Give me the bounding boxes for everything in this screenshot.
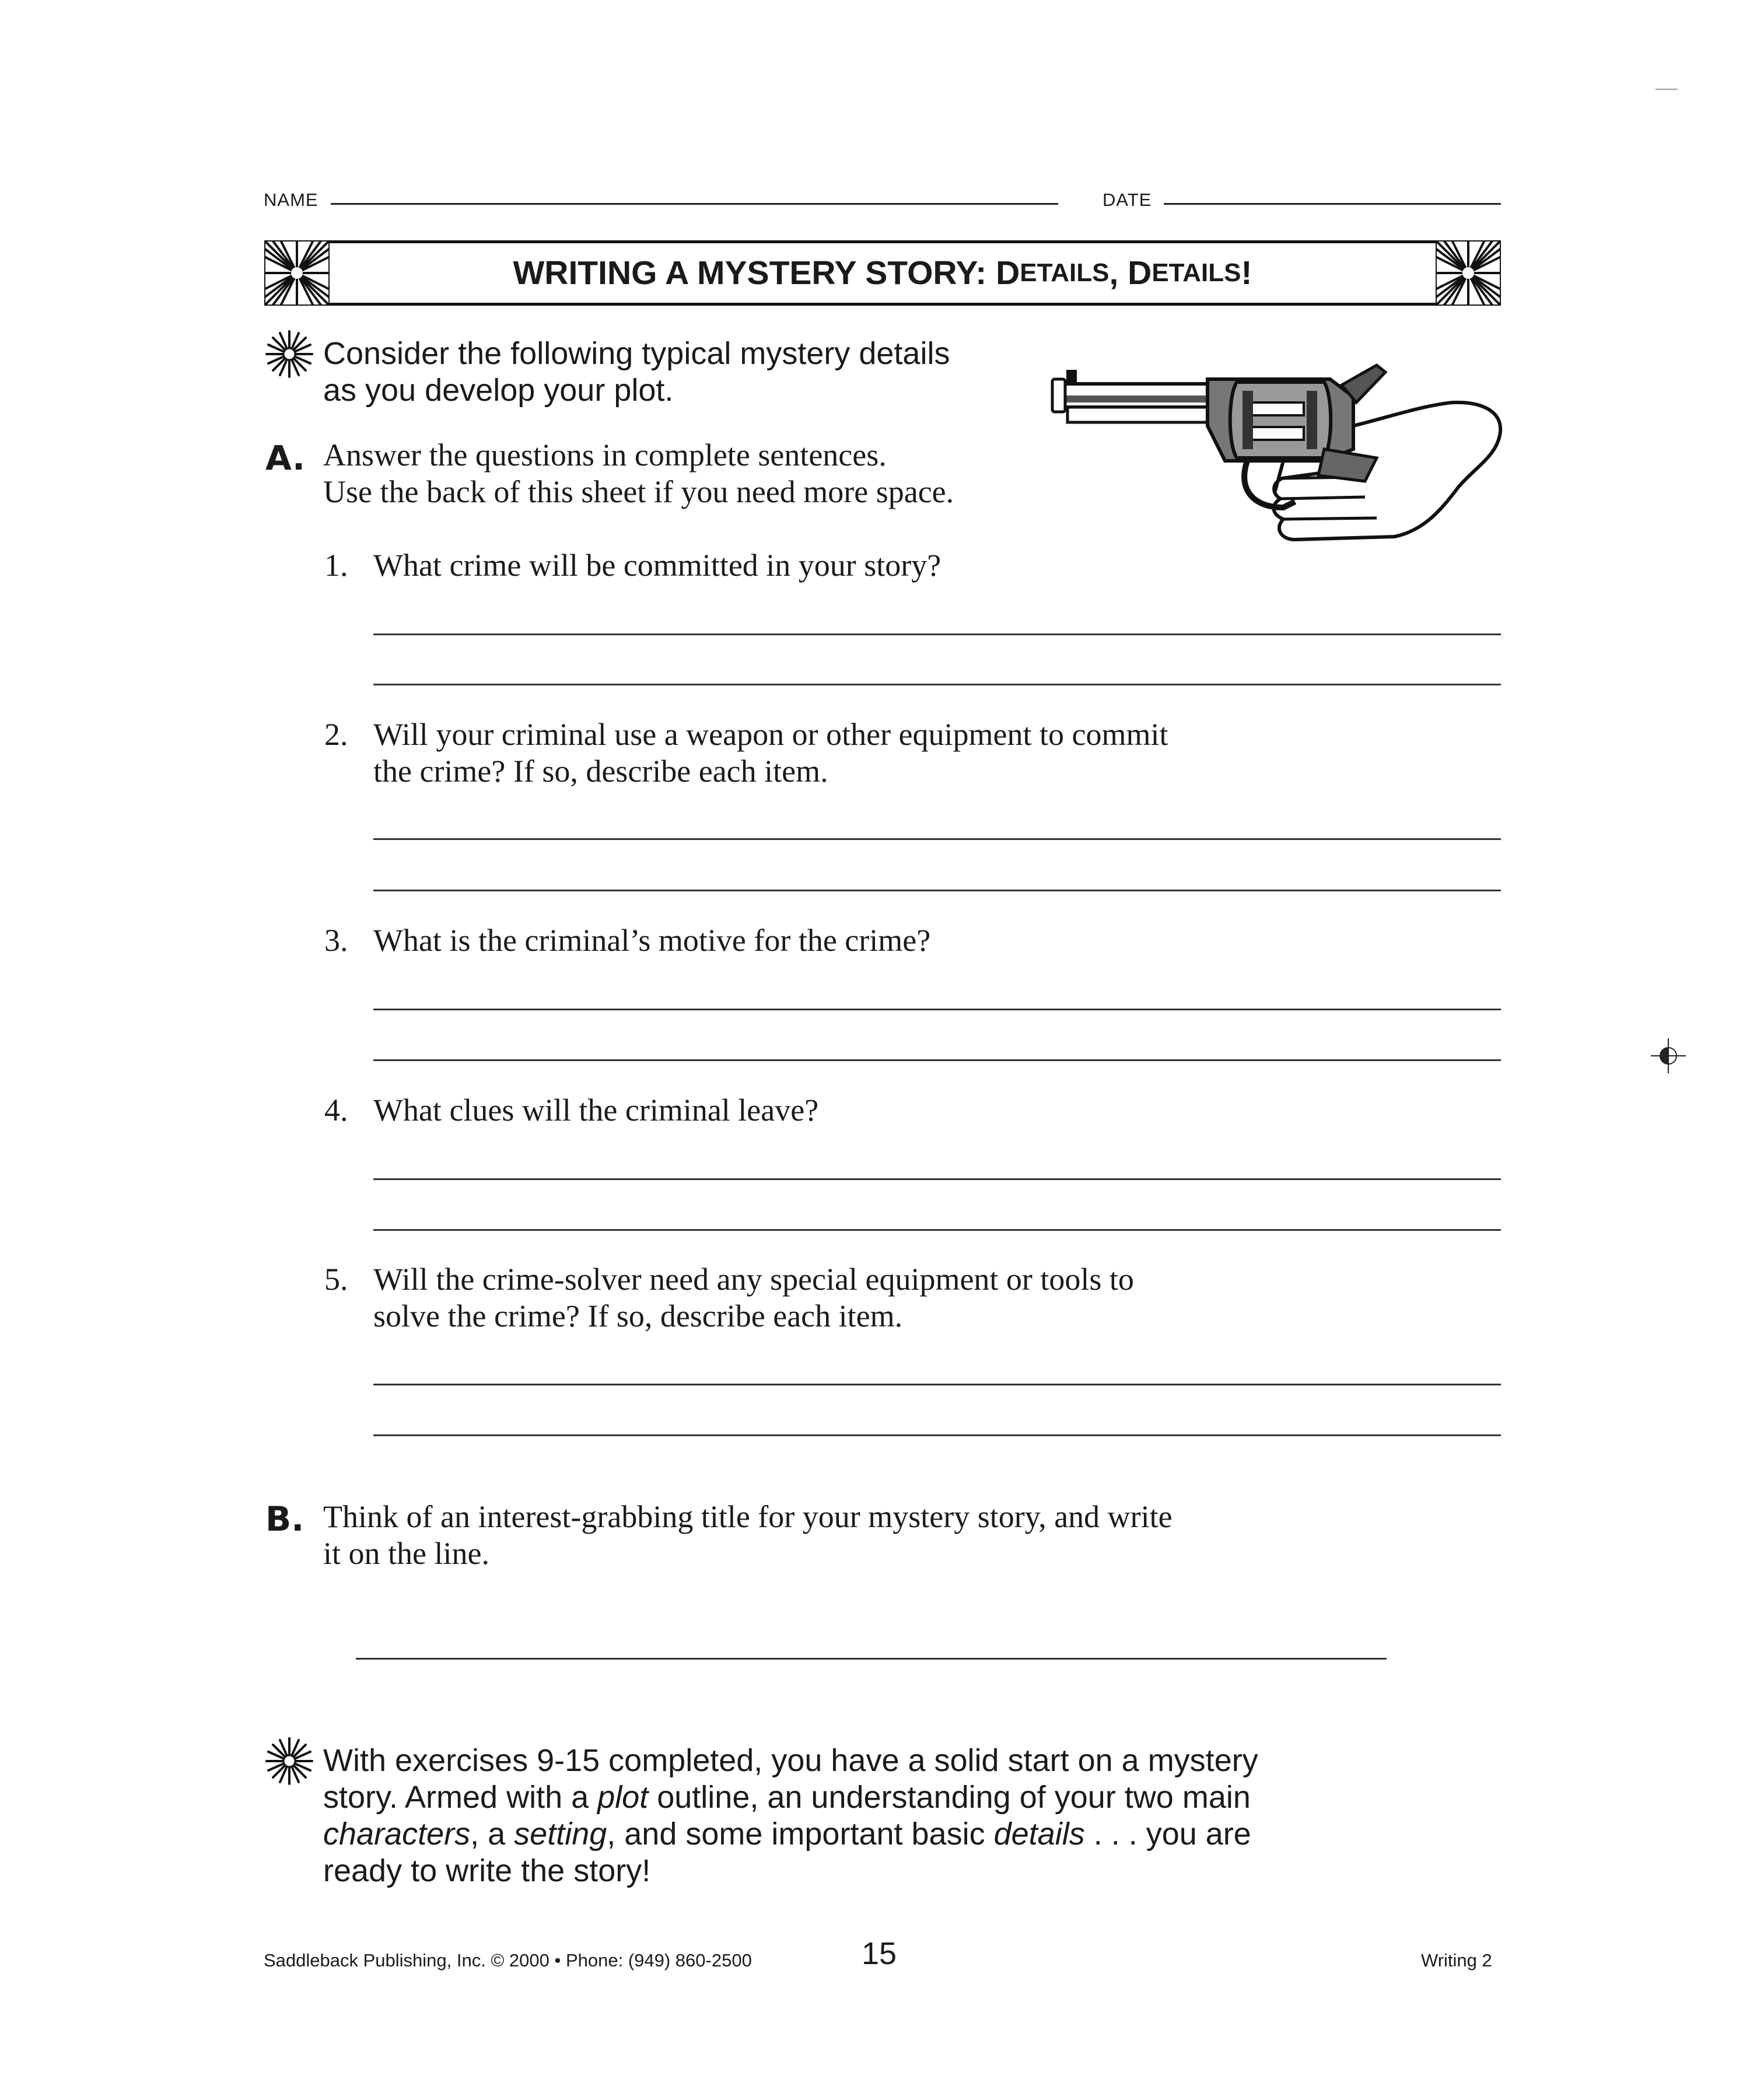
intro-text: Consider the following typical mystery details as you develop your plot. (323, 336, 950, 408)
answer-line[interactable] (373, 1229, 1501, 1231)
section-a-letter: A. (265, 438, 305, 478)
footer-publisher: Saddleback Publishing, Inc. © 2000 • Phone: (949) 860-2500 (264, 1950, 752, 1971)
closing-text: With exercises 9-15 completed, you have a solid start on a mystery story. Armed with a plot outline, an understanding of your two main characters, a setting, and some important basic details . . . you are ready to write the story! (323, 1743, 1258, 1888)
answer-line[interactable] (373, 634, 1501, 635)
answer-line[interactable] (373, 1059, 1501, 1061)
question-number: 4. (324, 1093, 348, 1128)
name-label: NAME (264, 190, 318, 210)
question-text: What crime will be committed in your story? (373, 548, 942, 583)
question-number: 1. (324, 548, 348, 583)
question-text: What is the criminal’s motive for the crime? (373, 923, 931, 958)
date-line[interactable] (1164, 203, 1501, 205)
bullet-burst-icon (265, 1737, 313, 1785)
question-number: 2. (324, 717, 348, 752)
section-b-letter: B. (265, 1499, 304, 1539)
question-text: Will your criminal use a weapon or other equipment to commit the crime? If so, describe each item. (373, 717, 1168, 789)
answer-line[interactable] (373, 1384, 1501, 1385)
answer-line[interactable] (373, 1178, 1501, 1180)
section-a-instructions: Answer the questions in complete sentences. Use the back of this sheet if you need more space. (323, 438, 954, 509)
answer-line[interactable] (373, 684, 1501, 685)
question-text: What clues will the criminal leave? (373, 1093, 819, 1128)
answer-line[interactable] (373, 1009, 1501, 1010)
title-answer-line[interactable] (356, 1658, 1387, 1660)
question-text: Will the crime-solver need any special equipment or tools to solve the crime? If so, describe each item. (373, 1262, 1134, 1334)
answer-line[interactable] (373, 1434, 1501, 1436)
question-number: 5. (324, 1262, 348, 1297)
page-title: WRITING A MYSTERY STORY: D ETAILS , D ETAILS ! (513, 254, 1252, 292)
question-number: 3. (324, 923, 348, 958)
date-label: DATE (1102, 190, 1152, 210)
answer-line[interactable] (373, 838, 1501, 840)
crop-mark (1656, 89, 1678, 90)
revolver-hand-icon (1050, 362, 1505, 560)
name-line[interactable] (331, 203, 1058, 205)
section-b-instructions: Think of an interest-grabbing title for your mystery story, and write it on the line. (323, 1499, 1172, 1571)
answer-line[interactable] (373, 890, 1501, 891)
registration-mark-icon (1651, 1038, 1686, 1073)
footer-series: Writing 2 (1421, 1950, 1492, 1971)
bullet-burst-icon (265, 330, 313, 378)
page-number: 15 (862, 1936, 897, 1971)
